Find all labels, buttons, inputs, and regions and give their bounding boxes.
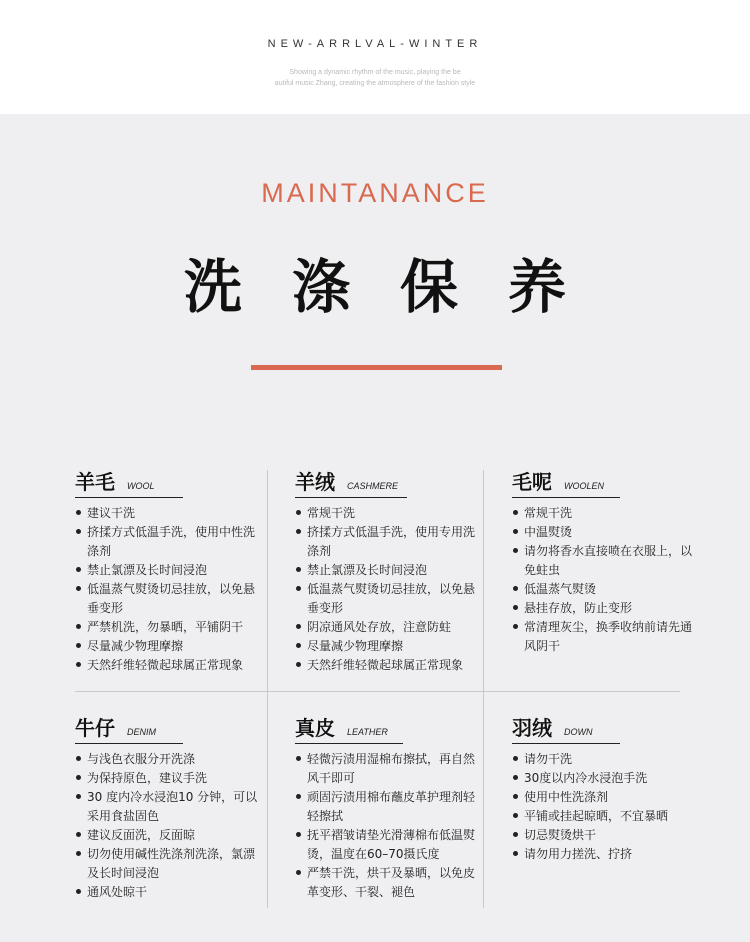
bullet-icon [76, 529, 81, 534]
bullet-icon [296, 567, 301, 572]
bullet-icon [513, 605, 518, 610]
section-title-cn: 羊绒 [295, 470, 335, 494]
grid-divider-h [75, 691, 680, 692]
section-header [512, 466, 620, 498]
care-item: 禁止氯漂及长时间浸泡 [295, 561, 475, 580]
care-item: 挤揉方式低温手洗，使用中性洗涤剂 [75, 523, 260, 561]
bullet-icon [76, 794, 81, 799]
bullet-icon [296, 832, 301, 837]
care-item: 中温熨烫 [512, 523, 692, 542]
grid-divider-v1 [267, 470, 268, 908]
care-item: 阴凉通风处存放，注意防蛀 [295, 618, 475, 637]
section-header [75, 712, 183, 744]
section-title-cn: 真皮 [295, 716, 335, 740]
care-list [512, 504, 692, 656]
bullet-icon [513, 548, 518, 553]
bullet-icon [76, 756, 81, 761]
care-item: 严禁机洗，勿暴晒，平铺阴干 [75, 618, 260, 637]
section-title-cn: 毛呢 [512, 470, 552, 494]
care-item: 平铺或挂起晾晒，不宜暴晒 [512, 807, 692, 826]
care-item: 低温蒸气熨烫 [512, 580, 692, 599]
care-item: 建议干洗 [75, 504, 260, 523]
bullet-icon [296, 756, 301, 761]
care-item: 请勿干洗 [512, 750, 692, 769]
bullet-icon [296, 529, 301, 534]
section-leather [295, 712, 475, 902]
care-item: 切勿使用碱性洗涤剂洗涤，氯漂及长时间浸泡 [75, 845, 260, 883]
tagline-line-1: Showing a dynamic rhythm of the music, playing the be [289, 69, 461, 76]
bullet-icon [76, 510, 81, 515]
care-item: 挤揉方式低温手洗，使用专用洗涤剂 [295, 523, 475, 561]
section-denim [75, 712, 260, 902]
bullet-icon [513, 794, 518, 799]
care-item: 天然纤维轻微起球属正常现象 [295, 656, 475, 675]
care-item: 严禁干洗，烘干及暴晒，以免皮革变形、干裂、褪色 [295, 864, 475, 902]
care-item: 通风处晾干 [75, 883, 260, 902]
section-woolen [512, 466, 692, 656]
bullet-icon [296, 794, 301, 799]
care-item: 常规干洗 [295, 504, 475, 523]
section-cashmere [295, 466, 475, 675]
section-title-en: CASHMERE [347, 481, 399, 491]
tagline [0, 67, 750, 89]
care-item: 30度以内冷水浸泡手洗 [512, 769, 692, 788]
care-list [512, 750, 692, 864]
bullet-icon [76, 775, 81, 780]
bullet-icon [513, 624, 518, 629]
title-accent-bar [251, 365, 502, 370]
bullet-icon [513, 775, 518, 780]
section-wool [75, 466, 260, 675]
grid-divider-v2 [483, 470, 484, 908]
bullet-icon [296, 870, 301, 875]
section-title-en: WOOL [127, 481, 155, 491]
bullet-icon [513, 529, 518, 534]
section-title-en: LEATHER [347, 727, 388, 737]
care-item: 顽固污渍用棉布蘸皮革护理剂轻轻擦拭 [295, 788, 475, 826]
bullet-icon [513, 510, 518, 515]
care-item: 请勿将香水直接喷在衣服上，以免蛀虫 [512, 542, 692, 580]
care-item: 悬挂存放，防止变形 [512, 599, 692, 618]
section-title-en: DENIM [127, 727, 156, 737]
care-item: 抚平褶皱请垫光滑薄棉布低温熨烫，温度在60–70摄氏度 [295, 826, 475, 864]
bullet-icon [76, 586, 81, 591]
care-item: 低温蒸气熨烫切忌挂放，以免悬垂变形 [75, 580, 260, 618]
bullet-icon [76, 567, 81, 572]
care-item: 轻微污渍用湿棉布擦拭，再自然风干即可 [295, 750, 475, 788]
care-item: 常规干洗 [512, 504, 692, 523]
bullet-icon [76, 643, 81, 648]
english-title: MAINTANANCE [261, 178, 489, 208]
bullet-icon [296, 586, 301, 591]
care-list [75, 750, 260, 902]
section-title-cn: 羽绒 [512, 716, 552, 740]
bullet-icon [513, 851, 518, 856]
care-item: 30 度内冷水浸泡10 分钟，可以采用食盐固色 [75, 788, 260, 826]
bullet-icon [76, 662, 81, 667]
care-item: 请勿用力搓洗、拧挤 [512, 845, 692, 864]
care-item: 禁止氯漂及长时间浸泡 [75, 561, 260, 580]
tagline-line-2: autiful music Zhang, creating the atmosphere of the fashion style [274, 80, 476, 87]
care-list [75, 504, 260, 675]
care-item: 天然纤维轻微起球属正常现象 [75, 656, 260, 675]
care-item: 切忌熨烫烘干 [512, 826, 692, 845]
care-list [295, 750, 475, 902]
care-item: 与浅色衣服分开洗涤 [75, 750, 260, 769]
care-item: 为保持原色，建议手洗 [75, 769, 260, 788]
bullet-icon [296, 643, 301, 648]
collection-kicker: NEW-ARRLVAL-WINTER [267, 38, 483, 50]
care-item: 建议反面洗，反面晾 [75, 826, 260, 845]
care-list [295, 504, 475, 675]
bullet-icon [513, 756, 518, 761]
bullet-icon [513, 832, 518, 837]
bullet-icon [296, 662, 301, 667]
bullet-icon [296, 510, 301, 515]
bullet-icon [76, 624, 81, 629]
top-banner [0, 0, 750, 114]
care-item: 低温蒸气熨烫切忌挂放，以免悬垂变形 [295, 580, 475, 618]
care-item: 常清理灰尘，换季收纳前请先通风阴干 [512, 618, 692, 656]
bullet-icon [296, 624, 301, 629]
bullet-icon [513, 813, 518, 818]
bullet-icon [513, 586, 518, 591]
section-title-en: WOOLEN [564, 481, 605, 491]
section-header [512, 712, 620, 744]
bullet-icon [76, 851, 81, 856]
section-header [75, 466, 183, 498]
section-title-en: DOWN [564, 727, 593, 737]
section-header [295, 466, 407, 498]
section-title-cn: 牛仔 [75, 716, 115, 740]
bullet-icon [76, 889, 81, 894]
chinese-title: 洗涤保养 [183, 253, 616, 321]
bullet-icon [76, 832, 81, 837]
section-title-cn: 羊毛 [75, 470, 115, 494]
section-down [512, 712, 692, 864]
section-header [295, 712, 403, 744]
care-item: 使用中性洗涤剂 [512, 788, 692, 807]
care-item: 尽量减少物理摩擦 [75, 637, 260, 656]
care-item: 尽量减少物理摩擦 [295, 637, 475, 656]
